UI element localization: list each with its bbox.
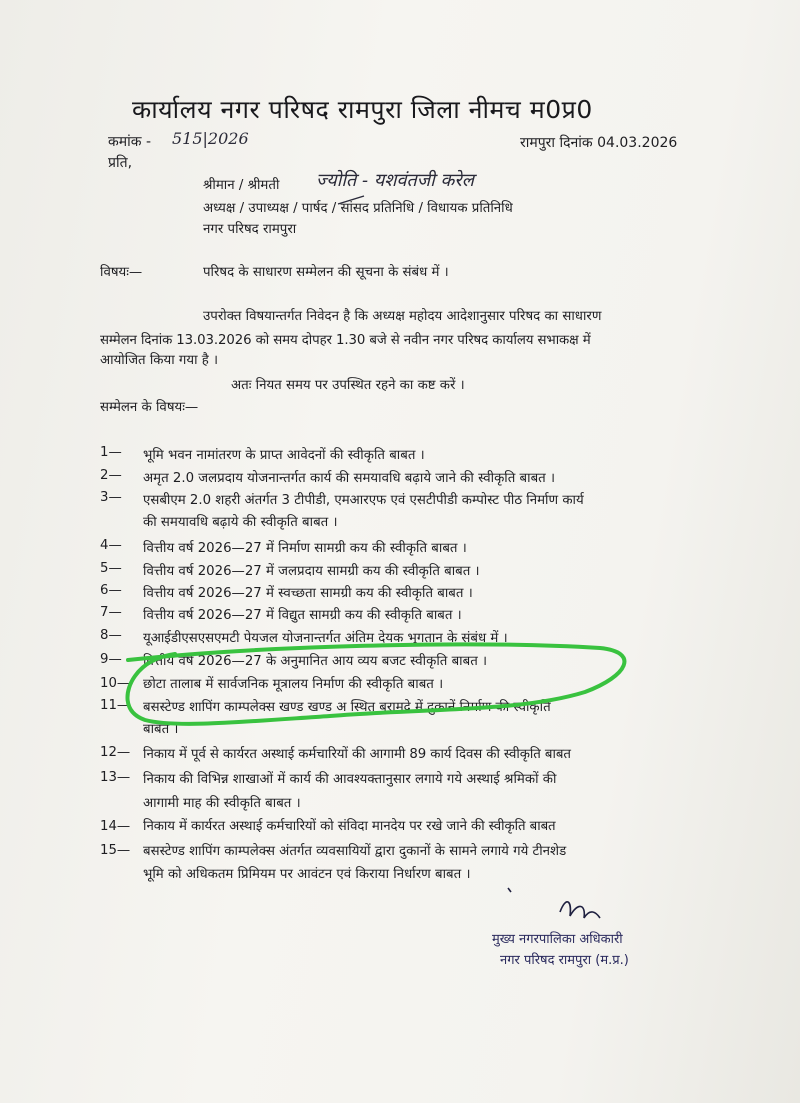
agenda-text: बसस्टेण्ड शापिंग काम्पलेक्स अंतर्गत व्यवसायियों द्वारा दुकानों के सामने लगाये गये टीनशेड bbox=[143, 844, 567, 859]
agenda-text-continued: आगामी माह की स्वीकृति बाबत । bbox=[143, 796, 301, 811]
agenda-text: छोटा तालाब में सार्वजनिक मूत्रालय निर्माण की स्वीकृति बाबत । bbox=[143, 677, 444, 692]
agenda-text: निकाय में कार्यरत अस्थाई कर्मचारियों को संविदा मानदेय पर रखे जाने की स्वीकृति बाबत bbox=[143, 819, 556, 834]
strike-mark bbox=[338, 196, 364, 204]
body-line-4: अतः नियत समय पर उपस्थित रहने का कष्ट करें । bbox=[231, 378, 465, 393]
agenda-text: बसस्टेण्ड शापिंग काम्पलेक्स खण्ड खण्ड अ स्थित बरामदे में दुकानें निर्माण की स्वीकृति bbox=[143, 700, 551, 715]
agenda-text: यूआईडीएसएसएमटी पेयजल योजनान्तर्गत अंतिम देयक भुगतान के संबंध में । bbox=[143, 631, 508, 646]
agenda-number: 12— bbox=[100, 745, 131, 760]
agenda-text: एसबीएम 2.0 शहरी अंतर्गत 3 टीपीडी, एमआरएफ एवं एसटीपीडी कम्पोस्ट पीठ निर्माण कार्य bbox=[143, 493, 584, 508]
designation-line: अध्यक्ष / उपाध्यक्ष / पार्षद / सांसद प्रतिनिधि / विधायक प्रतिनिधि bbox=[203, 201, 513, 216]
agenda-text: अमृत 2.0 जलप्रदाय योजनान्तर्गत कार्य की समयावधि बढ़ाये जाने की स्वीकृति बाबत । bbox=[143, 471, 556, 486]
agenda-text: वित्तीय वर्ष 2026—27 में स्वच्छता सामग्री कय की स्वीकृति बाबत । bbox=[143, 586, 473, 601]
recipient-org: नगर परिषद रामपुरा bbox=[203, 222, 297, 237]
signature-scribble bbox=[560, 902, 600, 918]
agenda-number: 15— bbox=[100, 843, 131, 858]
subject-label: विषयः— bbox=[100, 265, 143, 280]
signature-tick bbox=[508, 888, 511, 892]
date-line: रामपुरा दिनांक 04.03.2026 bbox=[520, 135, 678, 151]
signatory-office: नगर परिषद रामपुरा (म.प्र.) bbox=[500, 953, 629, 968]
agenda-number: 2— bbox=[100, 468, 122, 483]
agenda-text: वित्तीय वर्ष 2026—27 में जलप्रदाय सामग्री कय की स्वीकृति बाबत । bbox=[143, 564, 480, 579]
agenda-text: निकाय की विभिन्न शाखाओं में कार्य की आवश्यक्तानुसार लगाये गये अस्थाई श्रमिकों की bbox=[143, 772, 557, 787]
agenda-text: वित्तीय वर्ष 2026—27 के अनुमानित आय व्यय बजट स्वीकृति बाबत । bbox=[143, 654, 488, 669]
agenda-number: 9— bbox=[100, 652, 122, 667]
agenda-heading: सम्मेलन के विषयः— bbox=[100, 400, 199, 415]
agenda-number: 11— bbox=[100, 698, 131, 713]
agenda-text: वित्तीय वर्ष 2026—27 में निर्माण सामग्री कय की स्वीकृति बाबत । bbox=[143, 541, 467, 556]
agenda-number: 8— bbox=[100, 628, 122, 643]
agenda-number: 3— bbox=[100, 490, 122, 505]
agenda-number: 6— bbox=[100, 583, 122, 598]
salutation: श्रीमान / श्रीमती bbox=[203, 178, 280, 193]
subject-text: परिषद के साधारण सम्मेलन की सूचना के संबंध में । bbox=[203, 265, 449, 280]
agenda-number: 10— bbox=[100, 676, 131, 691]
reference-number-handwritten: 515|2026 bbox=[172, 129, 249, 148]
agenda-text-continued: बाबत । bbox=[143, 722, 179, 737]
agenda-text: भूमि भवन नामांतरण के प्राप्त आवेदनों की स्वीकृति बाबत । bbox=[143, 448, 425, 463]
reference-label: कमांक - bbox=[108, 134, 152, 150]
agenda-text-continued: भूमि को अधिकतम प्रिमियम पर आवंटन एवं किराया निर्धारण बाबत । bbox=[143, 867, 471, 882]
recipient-name-handwritten: ज्योति - यशवंतजी करेल bbox=[316, 170, 474, 191]
agenda-text-continued: की समयावधि बढ़ाये की स्वीकृति बाबत । bbox=[143, 515, 338, 530]
signatory-designation: मुख्य नगरपालिका अधिकारी bbox=[492, 932, 623, 947]
office-title: कार्यालय नगर परिषद रामपुरा जिला नीमच म0प्र0 bbox=[132, 95, 593, 124]
green-highlight-loop bbox=[127, 644, 624, 723]
body-line-2: सम्मेलन दिनांक 13.03.2026 को समय दोपहर 1.30 बजे से नवीन नगर परिषद कार्यालय सभाकक्ष में bbox=[100, 333, 591, 348]
prati-label: प्रति, bbox=[108, 155, 133, 171]
body-line-1: उपरोक्त विषयान्तर्गत निवेदन है कि अध्यक्ष महोदय आदेशानुसार परिषद का साधारण bbox=[203, 309, 602, 324]
agenda-number: 14— bbox=[100, 819, 131, 834]
agenda-number: 7— bbox=[100, 605, 122, 620]
agenda-number: 1— bbox=[100, 445, 122, 460]
agenda-number: 4— bbox=[100, 538, 122, 553]
body-line-3: आयोजित किया गया है । bbox=[100, 353, 219, 368]
agenda-text: वित्तीय वर्ष 2026—27 में विद्युत सामग्री कय की स्वीकृति बाबत । bbox=[143, 608, 462, 623]
agenda-text: निकाय में पूर्व से कार्यरत अस्थाई कर्मचारियों की आगामी 89 कार्य दिवस की स्वीकृति बाबत bbox=[143, 747, 571, 762]
agenda-number: 13— bbox=[100, 770, 131, 785]
agenda-number: 5— bbox=[100, 561, 122, 576]
